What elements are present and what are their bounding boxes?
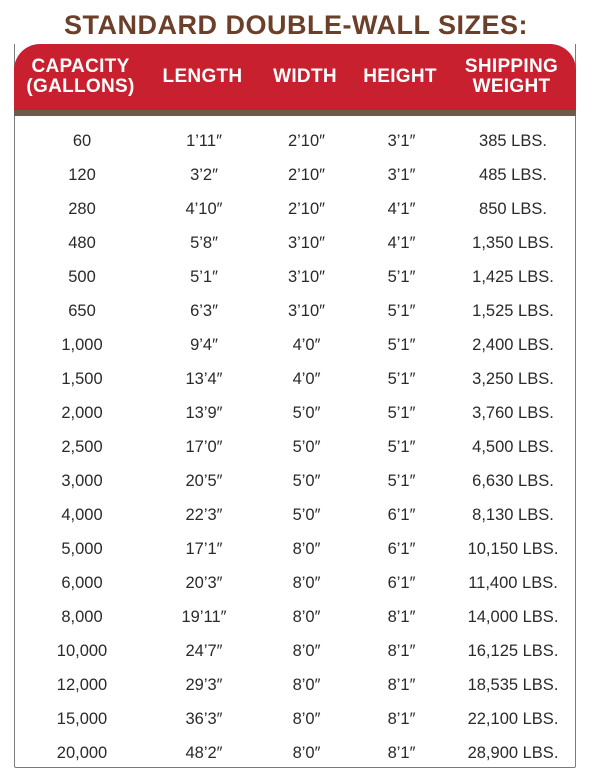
- table-row: [15, 396, 577, 430]
- cell-width: 4’0″: [292, 369, 321, 388]
- table-header: [14, 44, 576, 110]
- cell-capacity: 2,000: [61, 403, 103, 422]
- header-capacity: [14, 57, 148, 97]
- cell-length: 13’9″: [185, 403, 223, 422]
- cell-capacity: 60: [72, 131, 92, 150]
- cell-height: 8’1″: [387, 641, 416, 660]
- cell-height: 4’1″: [387, 233, 416, 252]
- cell-shipping-weight: 3,250 LBS.: [472, 369, 554, 388]
- cell-capacity: 650: [68, 301, 96, 320]
- cell-length: 3’2″: [190, 165, 218, 184]
- cell-width: 8’0″: [292, 641, 321, 660]
- cell-length: 20’3″: [185, 573, 223, 592]
- cell-length: 17’0″: [185, 437, 223, 456]
- cell-shipping-weight: 28,900 LBS.: [467, 743, 559, 762]
- cell-capacity: 1,000: [61, 335, 103, 354]
- cell-length: 4’10″: [185, 199, 223, 218]
- header-width: [258, 67, 353, 87]
- cell-length: 6’3″: [190, 301, 218, 320]
- header-height: [353, 67, 448, 87]
- cell-width: 3’10″: [287, 267, 326, 286]
- cell-length: 24’7″: [185, 641, 223, 660]
- cell-length: 36’3″: [185, 709, 223, 728]
- cell-length: 17’1″: [185, 539, 223, 558]
- cell-height: 5’1″: [387, 267, 416, 286]
- cell-length: 19’11″: [181, 607, 227, 626]
- header-divider: [14, 110, 576, 116]
- cell-width: 8’0″: [292, 709, 321, 728]
- header-shipping-weight-line2: WEIGHT: [472, 76, 551, 97]
- sizes-table: [14, 44, 576, 768]
- table-row: [15, 192, 577, 226]
- table-row: [15, 736, 577, 770]
- header-capacity-line1: CAPACITY: [31, 56, 130, 77]
- cell-capacity: 280: [68, 199, 96, 218]
- cell-capacity: 480: [68, 233, 96, 252]
- cell-shipping-weight: 1,525 LBS.: [472, 301, 554, 320]
- cell-capacity: 10,000: [56, 641, 108, 660]
- cell-length: 29’3″: [185, 675, 223, 694]
- cell-length: 20’5″: [185, 471, 223, 490]
- table-row: [15, 600, 577, 634]
- cell-shipping-weight: 10,150 LBS.: [467, 539, 559, 558]
- header-height-line1: HEIGHT: [363, 66, 437, 87]
- cell-height: 3’1″: [387, 165, 416, 184]
- cell-length: 5’1″: [190, 267, 218, 286]
- table-row: [15, 498, 577, 532]
- cell-width: 4’0″: [292, 335, 321, 354]
- table-row: [15, 124, 577, 158]
- table-row: [15, 328, 577, 362]
- page-title: STANDARD DOUBLE-WALL SIZES:: [64, 10, 528, 40]
- cell-width: 8’0″: [292, 675, 321, 694]
- table-row: [15, 668, 577, 702]
- cell-height: 8’1″: [387, 607, 416, 626]
- cell-width: 2’10″: [287, 131, 326, 150]
- cell-capacity: 15,000: [56, 709, 108, 728]
- table-row: [15, 702, 577, 736]
- cell-shipping-weight: 16,125 LBS.: [467, 641, 559, 660]
- cell-width: 8’0″: [292, 743, 321, 762]
- cell-width: 5’0″: [292, 471, 321, 490]
- cell-height: 6’1″: [387, 573, 416, 592]
- cell-capacity: 12,000: [56, 675, 108, 694]
- cell-width: 2’10″: [287, 165, 326, 184]
- table-row: [15, 532, 577, 566]
- cell-capacity: 8,000: [61, 607, 103, 626]
- cell-width: 5’0″: [292, 437, 321, 456]
- cell-height: 8’1″: [387, 675, 416, 694]
- header-capacity-line2: (GALLONS): [26, 76, 135, 97]
- cell-shipping-weight: 6,630 LBS.: [472, 471, 554, 490]
- cell-capacity: 120: [68, 165, 96, 184]
- cell-shipping-weight: 485 LBS.: [479, 165, 547, 184]
- cell-width: 3’10″: [287, 301, 326, 320]
- header-length: [148, 67, 258, 87]
- cell-width: 8’0″: [292, 539, 321, 558]
- cell-width: 8’0″: [292, 607, 321, 626]
- cell-capacity: 20,000: [56, 743, 108, 762]
- cell-height: 8’1″: [387, 709, 416, 728]
- cell-length: 9’4″: [190, 335, 218, 354]
- cell-height: 5’1″: [387, 301, 416, 320]
- table-row: [15, 362, 577, 396]
- cell-shipping-weight: 2,400 LBS.: [472, 335, 554, 354]
- table-row: [15, 634, 577, 668]
- cell-height: 4’1″: [387, 199, 416, 218]
- cell-height: 5’1″: [387, 369, 416, 388]
- cell-shipping-weight: 14,000 LBS.: [467, 607, 559, 626]
- cell-shipping-weight: 1,425 LBS.: [472, 267, 554, 286]
- table-row: [15, 260, 577, 294]
- cell-width: 5’0″: [292, 403, 321, 422]
- cell-shipping-weight: 385 LBS.: [479, 131, 547, 150]
- cell-shipping-weight: 3,760 LBS.: [472, 403, 554, 422]
- cell-capacity: 2,500: [61, 437, 103, 456]
- cell-height: 6’1″: [387, 539, 416, 558]
- cell-shipping-weight: 1,350 LBS.: [472, 233, 554, 252]
- cell-capacity: 5,000: [61, 539, 103, 558]
- header-shipping-weight: [448, 57, 576, 97]
- cell-width: 5’0″: [292, 505, 321, 524]
- cell-length: 22’3″: [185, 505, 223, 524]
- cell-length: 48’2″: [185, 743, 223, 762]
- table-row: [15, 158, 577, 192]
- table-row: [15, 566, 577, 600]
- cell-capacity: 500: [68, 267, 96, 286]
- cell-width: 3’10″: [287, 233, 326, 252]
- cell-height: 5’1″: [387, 403, 416, 422]
- cell-shipping-weight: 850 LBS.: [479, 199, 547, 218]
- header-length-line1: LENGTH: [162, 66, 243, 87]
- cell-width: 2’10″: [287, 199, 326, 218]
- cell-height: 5’1″: [387, 437, 416, 456]
- table-row: [15, 464, 577, 498]
- cell-shipping-weight: 11,400 LBS.: [468, 573, 558, 592]
- cell-length: 5’8″: [190, 233, 218, 252]
- cell-length: 13’4″: [185, 369, 223, 388]
- cell-height: 5’1″: [387, 471, 416, 490]
- table-body: [15, 124, 577, 770]
- cell-height: 5’1″: [387, 335, 416, 354]
- cell-width: 8’0″: [292, 573, 321, 592]
- cell-shipping-weight: 8,130 LBS.: [472, 505, 554, 524]
- header-shipping-weight-line1: SHIPPING: [464, 56, 559, 77]
- table-row: [15, 226, 577, 260]
- table-row: [15, 294, 577, 328]
- cell-shipping-weight: 4,500 LBS.: [472, 437, 554, 456]
- cell-capacity: 3,000: [61, 471, 103, 490]
- cell-length: 1’11″: [186, 131, 222, 150]
- cell-height: 3’1″: [387, 131, 416, 150]
- cell-capacity: 6,000: [61, 573, 103, 592]
- cell-height: 6’1″: [387, 505, 416, 524]
- cell-shipping-weight: 18,535 LBS.: [467, 675, 559, 694]
- table-row: [15, 430, 577, 464]
- cell-capacity: 1,500: [61, 369, 103, 388]
- cell-shipping-weight: 22,100 LBS.: [467, 709, 559, 728]
- cell-capacity: 4,000: [61, 505, 103, 524]
- header-width-line1: WIDTH: [273, 66, 337, 87]
- cell-height: 8’1″: [387, 743, 416, 762]
